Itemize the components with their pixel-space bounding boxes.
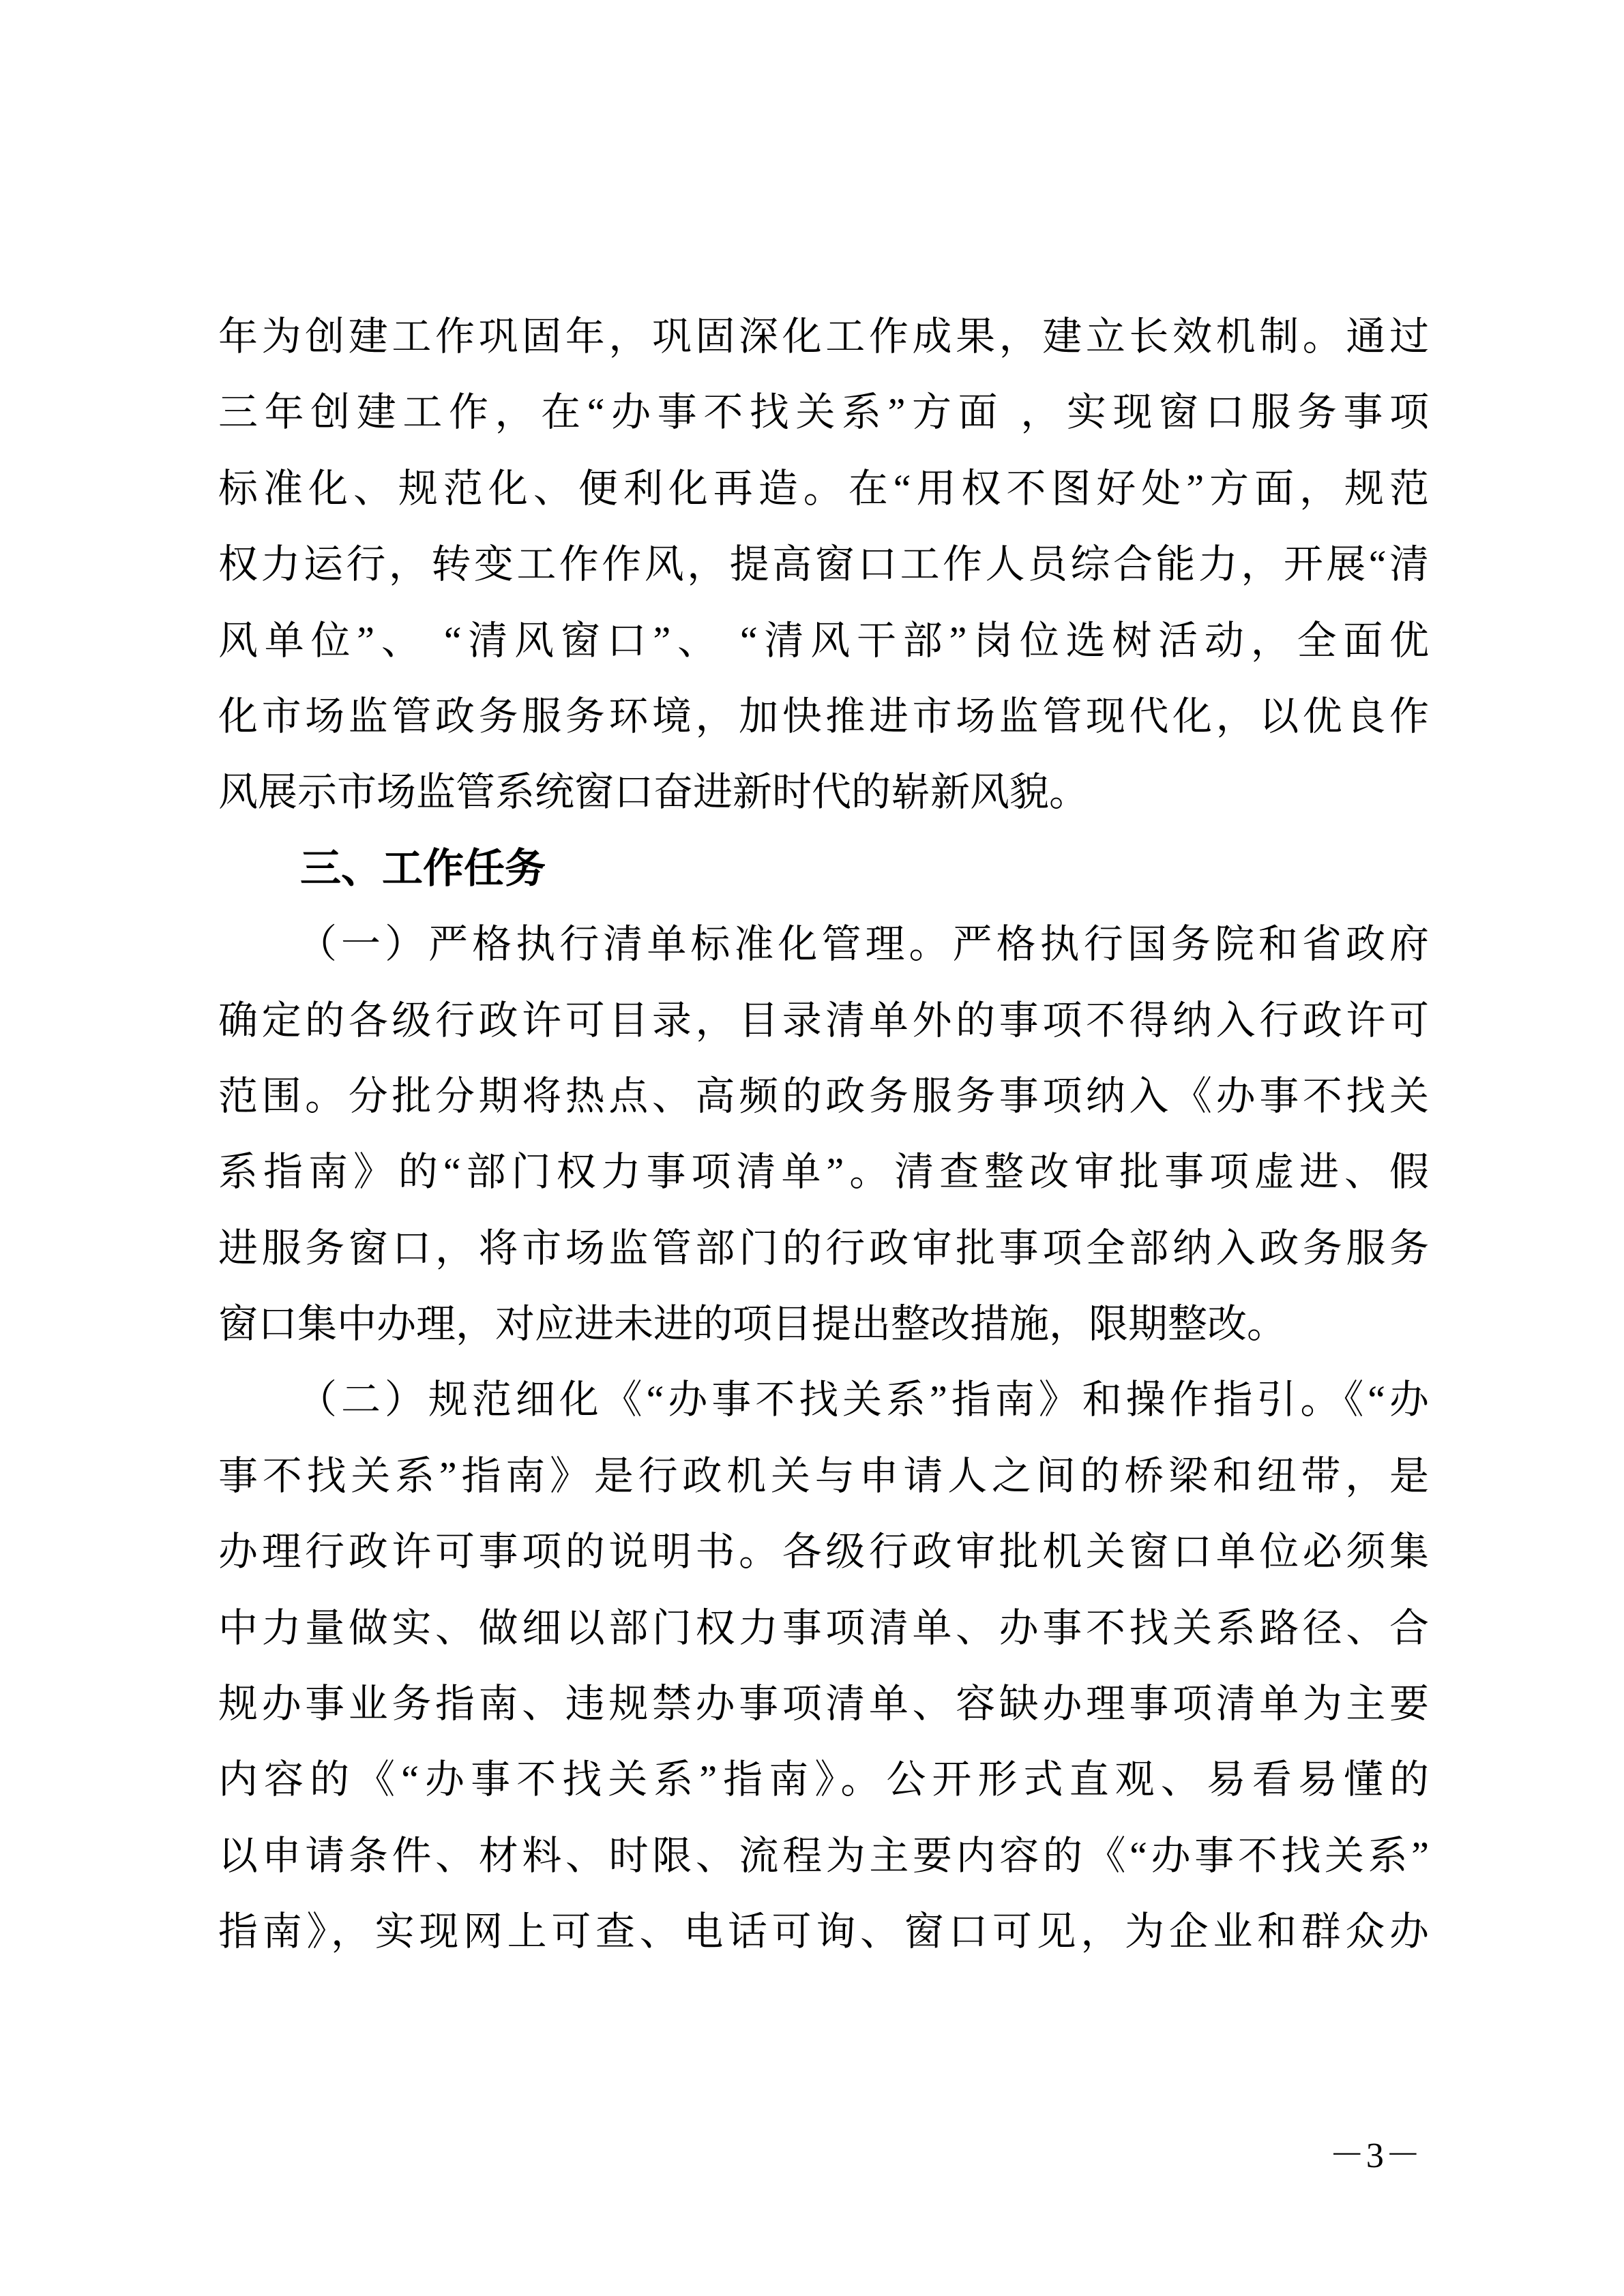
text-line: （二）规范细化《“办事不找关系”指南》和操作指引。《“办: [297, 1377, 1429, 1422]
text-line: 系指南》的“部门权力事项清单”。清查整改审批事项虚进、假: [218, 1150, 1429, 1195]
text-line: 进服务窗口，将市场监管部门的行政审批事项全部纳入政务服务: [218, 1225, 1429, 1270]
text-line: 风单位”、 “清风窗口”、 “清风干部”岗位选树活动，全面优: [218, 618, 1429, 663]
text-line: 事不找关系”指南》是行政机关与申请人之间的桥梁和纽带，是: [218, 1453, 1429, 1498]
text-line: 规办事业务指南、违规禁办事项清单、容缺办理事项清单为主要: [218, 1682, 1429, 1727]
text-line: 内容的《“办事不找关系”指南》。公开形式直观、易看易懂的: [218, 1757, 1429, 1802]
document-body: [218, 299, 1429, 1970]
text-line: 三年创建工作，在“办事不找关系”方面 ，实现窗口服务事项: [218, 390, 1429, 435]
text-line: 中力量做实、做细以部门权力事项清单、办事不找关系路径、合: [218, 1605, 1429, 1650]
page-number: －3－: [1329, 2136, 1422, 2175]
text-line: 窗口集中办理，对应进未进的项目提出整改措施，限期整改。: [218, 1302, 1287, 1347]
text-line: 年为创建工作巩固年，巩固深化工作成果，建立长效机制。通过: [218, 314, 1429, 359]
text-line: （一）严格执行清单标准化管理。严格执行国务院和省政府: [297, 922, 1429, 967]
text-line: 办理行政许可事项的说明书。各级行政审批机关窗口单位必须集: [218, 1530, 1429, 1575]
text-line: 化市场监管政务服务环境，加快推进市场监管现代化，以优良作: [218, 694, 1429, 739]
text-line: 以申请条件、材料、时限、流程为主要内容的《“办事不找关系”: [218, 1833, 1429, 1878]
text-line: 标准化、规范化、便利化再造。在“用权不图好处”方面，规范: [218, 466, 1429, 511]
text-line: 范围。分批分期将热点、高频的政务服务事项纳入《办事不找关: [218, 1073, 1429, 1118]
section-heading: 三、工作任务: [300, 845, 546, 891]
text-line: 确定的各级行政许可目录，目录清单外的事项不得纳入行政许可: [218, 998, 1429, 1043]
text-line: 权力运行，转变工作作风，提高窗口工作人员综合能力，开展“清: [218, 542, 1429, 587]
text-line: 指南》，实现网上可查、电话可询、窗口可见，为企业和群众办: [218, 1909, 1429, 1954]
text-line: 风展示市场监管系统窗口奋进新时代的崭新风貌。: [218, 770, 1089, 815]
